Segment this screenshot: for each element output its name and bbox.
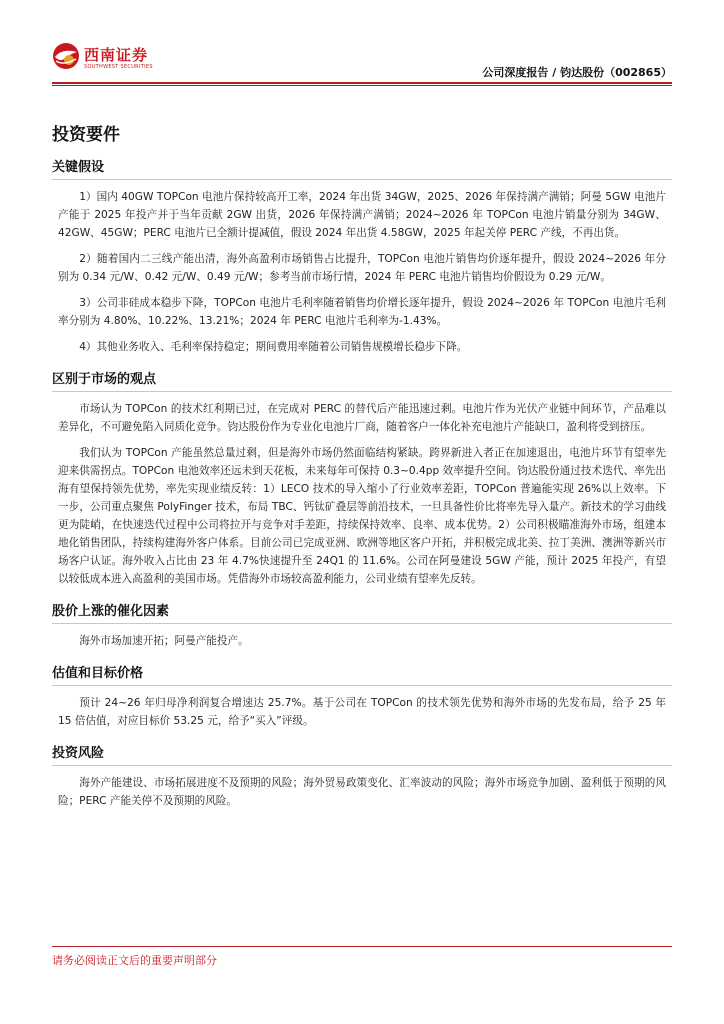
views-paragraph-2: 我们认为 TOPCon 产能虽然总量过剩，但是海外市场仍然面临结构紧缺。跨界新进入者正在加速退出，电池片环节有望率先迎来供需拐点。TOPCon 电池效率还远未到天花板，未来每年可保持 0.3~0.4pp 效率提升空间。钧达股份通过技术迭代、率先出海有望保持领先优势，率先实现业绩反转：1）LECO 技术的导入缩小了行业效率差距，TOPCon 普遍能实现 26%以上效率。下一步，公司重点聚焦 PolyFinger 技术，布局 TBC、钙钛矿叠层等前沿技术，一旦具备性价比将率先导入量产。新技术的学习曲线更为陡峭，在快速迭代过程中公司将拉开与竞争对手差距，持续保持效率、良率、成本优势。2）公司积极瞄准海外市场，组建本地化销售团队，持续构建海外客户体系。目前公司已完成亚洲、欧洲等地区客户开拓，并积极完成北美、拉丁美洲、澳洲等新兴市场客户认证。海外收入占比由 23 年 4.7%快速提升至 24Q1 的 11.6%。公司在阿曼建设 5GW 产能，预计 2025 年投产，有望以较低成本进入高盈利的美国市场。凭借海外市场较高盈利能力，公司业绩有望率先反转。 — [58, 447, 666, 585]
catalysts-paragraph: 海外市场加速开拓；阿曼产能投产。 — [79, 635, 249, 647]
header-divider-thin — [52, 85, 672, 86]
assumption-paragraph-2: 2）随着国内二三线产能出清，海外高盈利市场销售占比提升，TOPCon 电池片销售均价逐年提升，假设 2024~2026 年分别为 0.34 元/W、0.42 元/W、0.49 元/W；参考当前市场行情，2024 年 PERC 电池片销售均价假设为 0.29 元/W。 — [58, 253, 666, 283]
report-info: 公司深度报告 / 钧达股份（002865） — [482, 66, 672, 79]
views-paragraph-1: 市场认为 TOPCon 的技术红利期已过，在完成对 PERC 的替代后产能迅速过剩。电池片作为光伏产业链中间环节，产品难以差异化，不可避免陷入同质化竞争。钧达股份作为专业化电池片厂商，随着客户一体化补充电池片产能缺口，盈利将受到挤压。 — [58, 403, 666, 433]
section-title-assumptions: 关键假设 — [52, 156, 672, 180]
logo-english-name: SOUTHWEST SECURITIES — [84, 64, 153, 70]
section-title-views: 区别于市场的观点 — [52, 368, 672, 392]
assumption-paragraph-3: 3）公司非硅成本稳步下降，TOPCon 电池片毛利率随着销售均价增长逐年提升，假设 2024~2026 年 TOPCon 电池片毛利率分别为 4.80%、10.22%、13.21%；2024 年 PERC 电池片毛利率为-1.43%。 — [58, 297, 666, 327]
header-divider — [52, 82, 672, 84]
section-title-risks: 投资风险 — [52, 742, 672, 766]
assumption-paragraph-4: 4）其他业务收入、毛利率保持稳定；期间费用率随着公司销售规模增长稳步下降。 — [79, 341, 468, 353]
southwest-securities-logo-icon — [52, 42, 80, 70]
valuation-paragraph: 预计 24~26 年归母净利润复合增速达 25.7%。基于公司在 TOPCon 的技术领先优势和海外市场的先发布局，给予 25 年 15 倍估值，对应目标价 53.25 元，给予“买入”评级。 — [58, 697, 666, 727]
section-title-catalysts: 股价上涨的催化因素 — [52, 600, 672, 624]
report-body — [52, 120, 672, 810]
assumption-paragraph-1: 1）国内 40GW TOPCon 电池片保持较高开工率，2024 年出货 34GW，2025、2026 年保持满产满销；阿曼 5GW 电池片产能于 2025 年投产并于当年贡献 2GW 出货，2026 年保持满产满销；2024~2026 年 TOPCon 电池片销量分别为 34GW、42GW、45GW；PERC 电池片已全额计提减值，假设 2024 年出货 4.58GW，2025 年起关停 PERC 产线，不再出货。 — [58, 191, 666, 239]
footer-divider — [52, 946, 672, 947]
page-header — [52, 40, 672, 80]
risks-paragraph: 海外产能建设、市场拓展进度不及预期的风险；海外贸易政策变化、汇率波动的风险；海外市场竞争加剧、盈利低于预期的风险；PERC 产能关停不及预期的风险。 — [58, 777, 666, 807]
page-title: 投资要件 — [52, 125, 120, 145]
section-title-valuation: 估值和目标价格 — [52, 662, 672, 686]
logo-chinese-name: 西南证券 — [84, 46, 149, 64]
footer-disclaimer: 请务必阅读正文后的重要声明部分 — [52, 954, 217, 967]
company-logo — [52, 40, 172, 76]
